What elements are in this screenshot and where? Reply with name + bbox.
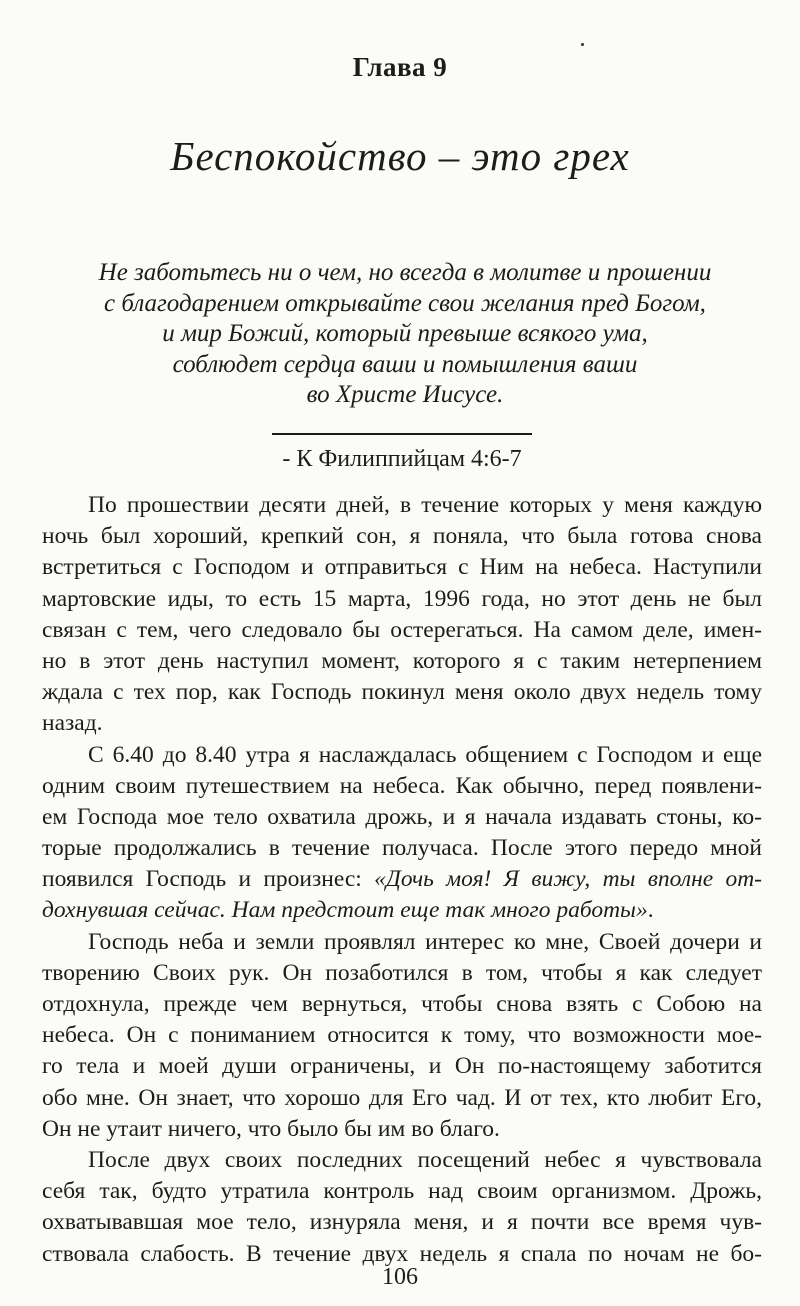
text-line: назад. [42, 710, 103, 737]
text-segment: . [647, 897, 654, 924]
epigraph-line: во Христе Иисусе. [306, 381, 504, 408]
epigraph-line: Не заботьтесь ни о чем, но всегда в молитве и прошении [98, 259, 712, 286]
text-line: связан с тем, чего следовало бы остерегаться. На самом деле, имен- [42, 616, 762, 643]
epigraph-line: соблюдет сердца ваши и помышления ваши [172, 350, 638, 378]
text-line: ночь был хороший, крепкий сон, я поняла, что была готова снова [42, 523, 762, 550]
print-speck [581, 43, 584, 46]
text-line: творению Своих рук. Он позаботился в том, чтобы я как следует [42, 959, 762, 986]
quote-segment: «Дочь моя! Я вижу, ты вполне от- [374, 866, 763, 893]
text-line: го тела и моей души ограничены, и Он по-настоящему заботится [42, 1053, 762, 1080]
chapter-heading: Глава 9 [352, 52, 448, 82]
text-line: Господь неба и земли проявлял интерес ко мне, Своей дочери и [88, 928, 762, 955]
text-line: Он не утаит ничего, что было бы им во благо. [42, 1115, 500, 1142]
text-line: одним своим путешествием на небеса. Как обычно, перед появлени- [42, 772, 762, 799]
text-line: ждала с тех пор, как Господь покинул меня около двух недель тому [42, 679, 762, 706]
text-line: отдохнула, прежде чем вернуться, чтобы снова взять с Собою на [42, 991, 762, 1017]
text-line: небеса. Он с пониманием относится к тому, что возможности мое- [42, 1022, 762, 1049]
text-line: ем Господа мое тело охватила дрожь, и я начала издавать стоны, ко- [42, 803, 762, 830]
text-line [42, 895, 762, 926]
epigraph [40, 258, 770, 411]
text-line [42, 864, 762, 895]
epigraph-line: с благодарением открывайте свои желания пред Богом, [104, 289, 706, 317]
chapter-title: Беспокойство – это грех [170, 133, 630, 179]
text-line: но в этот день наступил момент, которого я с таким нетерпением [42, 647, 762, 674]
epigraph-divider [272, 433, 532, 435]
text-line: С 6.40 до 8.40 утра я наслаждалась общением с Господом и еще [88, 741, 762, 768]
text-line: себя так, будто утратила контроль над своим организмом. Дрожь, [42, 1178, 762, 1205]
text-line: мартовские иды, то есть 15 марта, 1996 года, но этот день не был [42, 585, 762, 612]
text-line: встретиться с Господом и отправиться с Ним на небеса. Наступили [42, 554, 762, 581]
text-segment: появился Господь и произнес: [42, 866, 375, 893]
text-line: охватывавшая мое тело, изнуряла меня, и я почти все время чув- [42, 1209, 762, 1236]
page-number: 106 [382, 1264, 418, 1290]
body-text [42, 490, 762, 1270]
epigraph-source: - К Филиппийцам 4:6-7 [282, 446, 522, 472]
text-line: После двух своих последних посещений небес я чувствовала [88, 1146, 762, 1173]
text-line: ствовала слабость. В течение двух недель я спала по ночам не бо- [42, 1240, 762, 1267]
quote-segment: дохнувшая сейчас. Нам предстоит еще так много работы» [42, 897, 648, 924]
text-line: По прошествии десяти дней, в течение которых у меня каждую [88, 492, 762, 518]
text-line: обо мне. Он знает, что хорошо для Его чад. И от тех, кто любит Его, [42, 1084, 762, 1111]
epigraph-line: и мир Божий, который превыше всякого ума, [162, 320, 648, 347]
text-line: торые продолжались в течение получаса. После этого передо мной [42, 835, 762, 862]
